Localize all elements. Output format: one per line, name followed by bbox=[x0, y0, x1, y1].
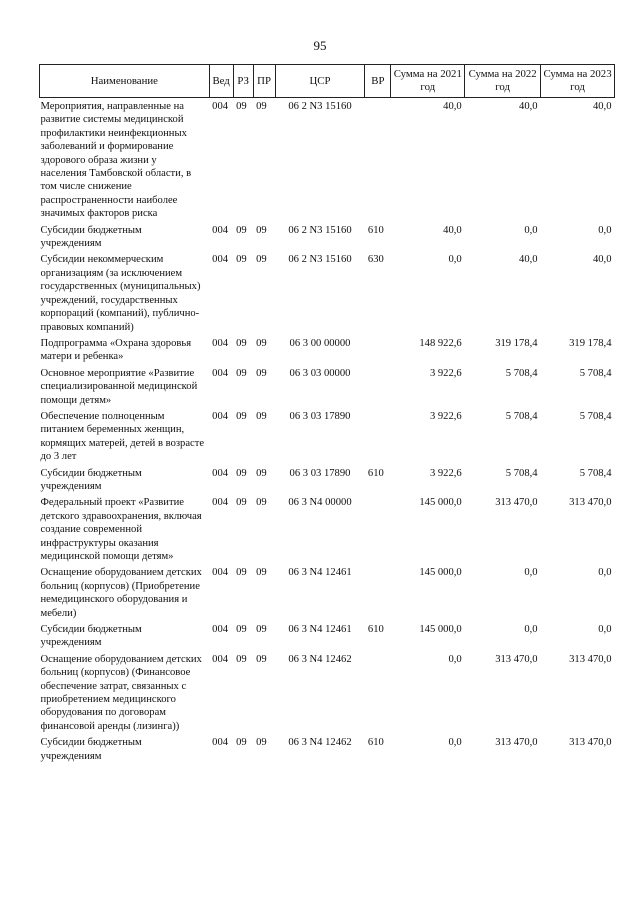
table-row bbox=[40, 224, 615, 254]
cell-rz: 09 bbox=[236, 224, 247, 236]
cell-csr: 06 3 03 17890 bbox=[289, 410, 351, 422]
cell-sum-2021: 3 922,6 bbox=[429, 467, 462, 479]
cell-sum-2022: 313 470,0 bbox=[495, 497, 538, 509]
cell-ved: 004 bbox=[212, 567, 229, 579]
cell-rz: 09 bbox=[236, 367, 247, 379]
table-row bbox=[40, 98, 615, 224]
cell-csr: 06 3 00 00000 bbox=[289, 337, 351, 349]
cell-vr: 610 bbox=[367, 624, 384, 636]
cell-ved: 004 bbox=[212, 467, 229, 479]
page-number: 95 bbox=[313, 38, 327, 53]
cell-name: Субсидии некоммерческим организациям (за исключением государственных (муниципальных) учреждений, государственных корпораций (компаний), публично-правовых компаний) bbox=[40, 254, 201, 333]
cell-sum-2023: 313 470,0 bbox=[569, 737, 612, 749]
table-row bbox=[40, 253, 615, 336]
cell-csr: 06 2 N3 15160 bbox=[288, 101, 352, 112]
cell-name: Оснащение оборудованием детских больниц (корпусов) (Приобретение немедицинского оборудования и мебели) bbox=[40, 567, 202, 619]
cell-sum-2021: 145 000,0 bbox=[419, 624, 462, 636]
cell-vr: 630 bbox=[367, 254, 384, 266]
cell-pr: 09 bbox=[256, 467, 267, 479]
table-row bbox=[40, 496, 615, 566]
cell-sum-2023: 5 708,4 bbox=[579, 467, 612, 479]
cell-pr: 09 bbox=[256, 367, 267, 379]
cell-name: Основное мероприятие «Развитие специализированной медицинской помощи детям» bbox=[40, 367, 198, 406]
cell-csr: 06 3 N4 12461 bbox=[288, 567, 352, 579]
cell-sum-2021: 3 922,6 bbox=[429, 410, 462, 422]
cell-rz: 09 bbox=[236, 101, 247, 112]
cell-rz: 09 bbox=[236, 337, 247, 349]
header-ved: Вед bbox=[209, 65, 233, 98]
cell-rz: 09 bbox=[236, 497, 247, 509]
cell-sum-2021: 3 922,6 bbox=[429, 367, 462, 379]
cell-ved: 004 bbox=[212, 653, 229, 665]
cell-sum-2022: 5 708,4 bbox=[505, 467, 538, 479]
cell-sum-2021: 148 922,6 bbox=[419, 337, 462, 349]
budget-table bbox=[39, 64, 615, 766]
cell-sum-2022: 5 708,4 bbox=[505, 410, 538, 422]
header-sum-2021: Сумма на 2021 год bbox=[391, 65, 465, 98]
cell-sum-2022: 0,0 bbox=[524, 624, 538, 636]
cell-csr: 06 3 03 17890 bbox=[289, 467, 351, 479]
table-row bbox=[40, 623, 615, 653]
cell-csr: 06 3 N4 12462 bbox=[288, 737, 352, 749]
cell-pr: 09 bbox=[256, 101, 267, 112]
cell-rz: 09 bbox=[236, 567, 247, 579]
header-rz: РЗ bbox=[233, 65, 253, 98]
cell-rz: 09 bbox=[236, 467, 247, 479]
cell-name: Субсидии бюджетным учреждениям bbox=[40, 624, 142, 649]
cell-pr: 09 bbox=[256, 567, 267, 579]
table-header bbox=[40, 65, 615, 98]
header-sum-2022: Сумма на 2022 год bbox=[465, 65, 541, 98]
cell-csr: 06 2 N3 15160 bbox=[288, 254, 352, 266]
cell-rz: 09 bbox=[236, 254, 247, 266]
cell-ved: 004 bbox=[212, 410, 229, 422]
header-csr: ЦСР bbox=[275, 65, 365, 98]
cell-rz: 09 bbox=[236, 410, 247, 422]
cell-name: Субсидии бюджетным учреждениям bbox=[40, 737, 142, 762]
cell-sum-2023: 313 470,0 bbox=[569, 653, 612, 665]
cell-ved: 004 bbox=[212, 367, 229, 379]
cell-sum-2021: 145 000,0 bbox=[419, 497, 462, 509]
cell-pr: 09 bbox=[256, 497, 267, 509]
cell-vr bbox=[365, 410, 391, 467]
cell-vr: 610 bbox=[367, 467, 384, 479]
table-row bbox=[40, 467, 615, 497]
cell-name: Субсидии бюджетным учреждениям bbox=[40, 467, 142, 492]
cell-vr: 610 bbox=[367, 737, 384, 749]
cell-vr bbox=[365, 98, 391, 224]
cell-vr bbox=[365, 653, 391, 736]
cell-csr: 06 2 N3 15160 bbox=[288, 224, 352, 236]
cell-sum-2021: 0,0 bbox=[448, 653, 462, 665]
cell-sum-2023: 40,0 bbox=[592, 254, 612, 266]
cell-vr bbox=[365, 566, 391, 623]
cell-sum-2023: 319 178,4 bbox=[569, 337, 612, 349]
cell-csr: 06 3 N4 12462 bbox=[288, 653, 352, 665]
cell-csr: 06 3 N4 00000 bbox=[288, 497, 352, 509]
cell-rz: 09 bbox=[236, 737, 247, 749]
header-pr: ПР bbox=[253, 65, 275, 98]
cell-rz: 09 bbox=[236, 624, 247, 636]
table-row bbox=[40, 653, 615, 736]
cell-name: Мероприятия, направленные на развитие системы медицинской профилактики неинфекционных заболеваний и формирование здорового образа жизни у населения Тамбовской области, в том числе снижение распространенности наиболее значимых факторов риска bbox=[40, 101, 192, 220]
table-row bbox=[40, 410, 615, 467]
cell-ved: 004 bbox=[212, 624, 229, 636]
cell-name: Федеральный проект «Развитие детского здравоохранения, включая создание современной инфраструктуры оказания медицинской помощи детям» bbox=[40, 497, 202, 562]
cell-csr: 06 3 N4 12461 bbox=[288, 624, 352, 636]
cell-pr: 09 bbox=[256, 337, 267, 349]
cell-ved: 004 bbox=[212, 337, 229, 349]
cell-csr: 06 3 03 00000 bbox=[289, 367, 351, 379]
cell-pr: 09 bbox=[256, 224, 267, 236]
cell-sum-2022: 0,0 bbox=[524, 567, 538, 579]
cell-sum-2021: 0,0 bbox=[448, 254, 462, 266]
table-body bbox=[40, 98, 615, 767]
cell-sum-2023: 313 470,0 bbox=[569, 497, 612, 509]
cell-sum-2022: 5 708,4 bbox=[505, 367, 538, 379]
cell-name: Оснащение оборудованием детских больниц (корпусов) (Финансовое обеспечение затрат, связанных с приобретением медицинского оборудования по договорам финансовой аренды (лизинга)) bbox=[40, 653, 202, 732]
header-name: Наименование bbox=[40, 65, 210, 98]
header-sum-2023: Сумма на 2023 год bbox=[541, 65, 615, 98]
cell-ved: 004 bbox=[212, 497, 229, 509]
cell-pr: 09 bbox=[256, 653, 267, 665]
table-row bbox=[40, 367, 615, 410]
cell-sum-2023: 5 708,4 bbox=[579, 410, 612, 422]
header-vr: ВР bbox=[365, 65, 391, 98]
cell-name: Подпрограмма «Охрана здоровья матери и ребенка» bbox=[40, 337, 192, 363]
cell-ved: 004 bbox=[212, 737, 229, 749]
table-row bbox=[40, 337, 615, 367]
cell-pr: 09 bbox=[256, 410, 267, 422]
cell-sum-2022: 313 470,0 bbox=[495, 653, 538, 665]
cell-sum-2023: 40,0 bbox=[592, 101, 612, 112]
cell-pr: 09 bbox=[256, 624, 267, 636]
cell-sum-2022: 40,0 bbox=[519, 101, 538, 112]
cell-sum-2023: 0,0 bbox=[598, 224, 612, 236]
cell-rz: 09 bbox=[236, 653, 247, 665]
cell-sum-2023: 5 708,4 bbox=[579, 367, 612, 379]
cell-sum-2022: 40,0 bbox=[519, 254, 538, 266]
cell-sum-2023: 0,0 bbox=[598, 624, 612, 636]
table-row bbox=[40, 566, 615, 623]
cell-sum-2023: 0,0 bbox=[598, 567, 612, 579]
cell-ved: 004 bbox=[212, 254, 229, 266]
cell-vr: 610 bbox=[367, 224, 384, 236]
cell-sum-2021: 40,0 bbox=[443, 101, 462, 112]
cell-sum-2022: 313 470,0 bbox=[495, 737, 538, 749]
table-row bbox=[40, 736, 615, 766]
cell-sum-2021: 0,0 bbox=[448, 737, 462, 749]
cell-vr bbox=[365, 367, 391, 410]
cell-pr: 09 bbox=[256, 254, 267, 266]
cell-sum-2022: 319 178,4 bbox=[495, 337, 538, 349]
cell-sum-2021: 145 000,0 bbox=[419, 567, 462, 579]
cell-vr bbox=[365, 496, 391, 566]
cell-ved: 004 bbox=[212, 101, 229, 112]
cell-sum-2021: 40,0 bbox=[443, 224, 462, 236]
cell-name: Субсидии бюджетным учреждениям bbox=[40, 224, 142, 250]
cell-sum-2022: 0,0 bbox=[524, 224, 538, 236]
cell-pr: 09 bbox=[256, 737, 267, 749]
cell-vr bbox=[365, 337, 391, 367]
cell-ved: 004 bbox=[212, 224, 229, 236]
cell-name: Обеспечение полноценным питанием беременных женщин, кормящих матерей, детей в возрасте до 3 лет bbox=[40, 410, 205, 463]
